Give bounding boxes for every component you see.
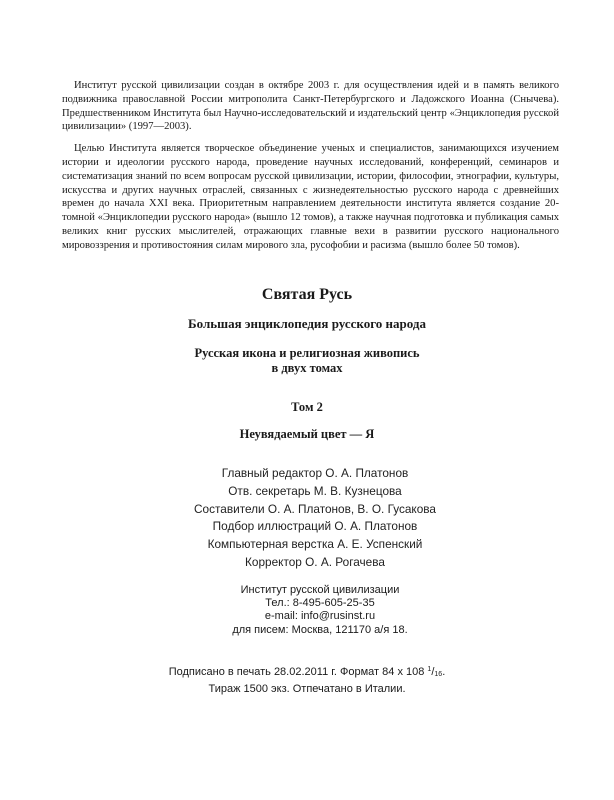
staff-line: Составители О. А. Платонов, В. О. Гусакова (194, 501, 436, 516)
format-fraction-separator: / (431, 666, 435, 678)
publisher-address: для писем: Москва, 121170 а/я 18. (232, 623, 408, 636)
series-title (0, 346, 614, 376)
intro-paragraph-1: Институт русской цивилизации создан в октябре 2003 г. для осуществления идей и в память великого подвижника православной России митрополита Санкт-Петербургского и Ладожского Иоанна (Снычева). Предшественником Института был Научно-исследовательский и издательский центр «Энциклопедия русской цивилизации» (1997—2003). (62, 80, 559, 133)
staff-line: Отв. секретарь М. В. Кузнецова (228, 483, 402, 498)
volume-title: Неувядаемый цвет — Я (239, 427, 375, 441)
intro-paragraph-2: Целью Института является творческое объединение ученых и специалистов, занимающихся изучением истории и идеологии русского народа, проведение научных исследований, конференций, семинаров и систематизация знаний по всем вопросам русской цивилизации, истории, философии, этнографии, культуры, искусства и других научных отраслей, связанных с жизнедеятельностью русского народа с древнейших времен до начала XXI века. Приоритетным направлением деятельности института является создание 20-томной «Энциклопедии русского народа» (вышло 12 томов), а также научная подготовка и публикация самых великих книг русских мыслителей, отражающих главные вехи в развитии русского национального мировоззрения и противостояния силам мирового зла, русофобии и расизма (вышло более 50 томов). (62, 143, 559, 251)
staff-line: Подбор иллюстраций О. А. Платонов (212, 519, 418, 534)
volume-number: Том 2 (291, 400, 323, 414)
format-fraction-numerator: 1 (427, 666, 432, 673)
book-subtitle: Большая энциклопедия русского народа (188, 316, 426, 331)
series-title-line-1: Русская икона и религиозная живопись (194, 346, 420, 360)
imprint-info (0, 663, 614, 696)
print-signed-text: Подписано в печать 28.02.2011 г. Формат 84 x 108 (168, 666, 425, 678)
editorial-staff (185, 465, 445, 572)
institute-description (62, 79, 559, 261)
print-signed-suffix: . (442, 666, 446, 678)
staff-line: Главный редактор О. А. Платонов (221, 466, 409, 480)
series-title-line-2: в двух томах (271, 361, 343, 375)
print-signed-line (0, 663, 614, 682)
staff-line: Компьютерная верстка А. Е. Успенский (207, 537, 423, 552)
staff-line: Корректор О. А. Рогачева (245, 554, 385, 569)
publisher-name: Институт русской цивилизации (240, 584, 400, 596)
publisher-email: e-mail: info@rusinst.ru (264, 610, 376, 623)
circulation-line: Тираж 1500 экз. Отпечатано в Италии. (208, 683, 406, 695)
book-title: Святая Русь (261, 286, 353, 303)
publisher-phone: Тел.: 8-495-605-25-35 (265, 597, 375, 610)
publisher-info (205, 584, 435, 637)
format-fraction-denominator: 16 (434, 671, 443, 678)
